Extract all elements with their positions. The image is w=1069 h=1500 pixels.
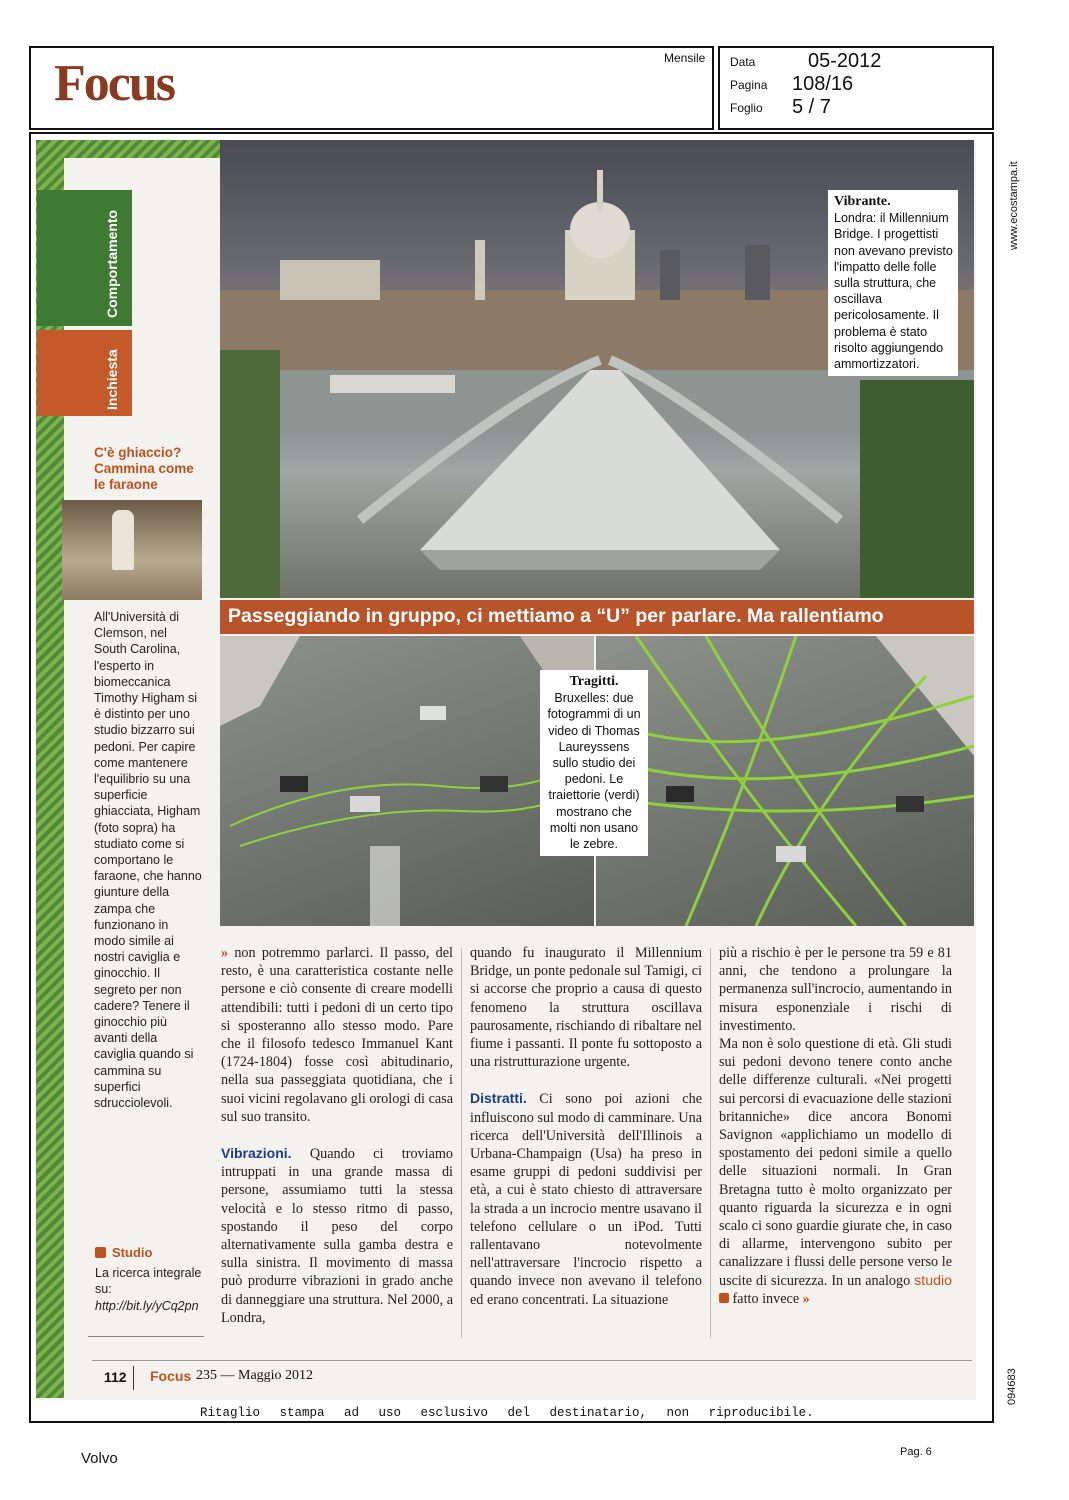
col2-paragraph-1: quando fu inaugurato il Millennium Bridge, un ponte pedonale sul Tamigi, ci si accorse che proprio a causa di questo fenomeno la struttura oscillava paurosamente, rischiando di ribaltare nel fiume i passanti. Il ponte fu sottoposto a una ristrutturazione urgente.	[470, 945, 702, 1071]
col2-paragraph-2: Ci sono poi azioni che influiscono sul modo di camminare. Una ricerca dell'Università dell'Illinois a Urbana-Champaign (Usa) ha preso in esame gruppi di pedoni suddivisi per età, a cui è stato chiesto di attraversare la strada a un incrocio mentre usavano il telefono cellulare o un iPod. Tutti rallentavano notevolmente nell'attraversare l'incrocio rispetto a quando invece non avevano il telefono ed erano concentrati. La situazione	[470, 1091, 702, 1308]
col3-paragraph-1: più a rischio è per le persone tra 59 e 81 anni, che tendono a prolungare la permanenza sull'incrocio, aumentando in misura esponenziale i rischi di investimento.	[719, 945, 952, 1034]
continue-arrow-icon: »	[221, 945, 229, 961]
studio-icon	[95, 1247, 106, 1258]
col1-paragraph-1: non potremmo parlarci. Il passo, del resto, è una caratteristica costante nelle persone e ciò consente di creare modelli attendibili: tutti i pedoni di un certo tipo si sposteranno allo stesso modo. Pare che il filosofo tedesco Immanuel Kant (1724-1804) fosse così abitudinario, nella sua passeggiata quotidiana, che i suoi vicini regolavano gli orologi di casa sul suo transito.	[221, 945, 453, 1125]
data-value: 05-2012	[808, 50, 882, 72]
clipping-notice: Ritaglio stampa ad uso esclusivo del destinatario, non riproducibile.	[200, 1406, 814, 1420]
brussels-photo-right	[596, 636, 974, 926]
foglio-label: Foglio	[730, 101, 763, 115]
article-column-1	[221, 944, 453, 1327]
caption-vibrante	[828, 190, 958, 376]
col3-tail: fatto invece	[732, 1290, 800, 1307]
column-divider-1	[461, 948, 462, 1338]
studio-link[interactable]: http://bit.ly/yCq2pn	[95, 1299, 199, 1313]
col1-paragraph-2: Quando ci troviamo intruppati in una grande massa di persone, assumiamo tutti la stessa velocità e lo stesso ritmo di passo, spostando il peso del corpo alternativamente sulla gamba destra e sulla sinistra. Il movimento di massa può produrre vibrazioni in grado anche di danneggiare una struttura. Nel 2000, a Londra,	[221, 1146, 453, 1326]
column-divider-2	[710, 948, 711, 1338]
caption-vibrante-text: Londra: il Millennium Bridge. I progettisti non avevano previsto l'impatto delle folle sulla struttura, che oscillava pericolosamente. Il problema è stato risolto aggiungendo ammortizzatori.	[834, 211, 953, 372]
brussels-right-drawing	[596, 636, 974, 926]
caption-vibrante-title: Vibrante.	[834, 194, 891, 209]
continue-next-icon: »	[802, 1290, 810, 1307]
green-top-stripe	[36, 140, 220, 158]
pagina-label: Pagina	[730, 78, 768, 92]
sidebar-rule	[88, 1336, 204, 1337]
sidebar-photo-figure	[112, 510, 134, 570]
caption-tragitti-text: Bruxelles: due fotogrammi di un video di Thomas Laureyssens sullo studio dei pedoni. Le traiettorie (verdi) mostrano che molti non usano le zebre.	[547, 691, 641, 852]
folio-page-number: 112	[104, 1369, 127, 1385]
caption-tragitti-title: Tragitti.	[569, 674, 619, 689]
data-label: Data	[730, 55, 756, 69]
brussels-left-drawing	[220, 636, 594, 926]
caption-tragitti	[540, 670, 648, 856]
side-url: www.ecostampa.it	[1008, 161, 1020, 250]
studio-label: Studio	[112, 1245, 153, 1260]
foglio-value: 5 / 7	[792, 96, 831, 118]
client-name: Volvo	[81, 1450, 118, 1467]
brussels-photo-left	[220, 636, 594, 926]
pagina-value: 108/16	[792, 73, 854, 95]
col3-studio-icon	[719, 1293, 729, 1303]
side-code: 094683	[1006, 1368, 1018, 1405]
col1-heading: Vibrazioni.	[221, 1145, 292, 1162]
studio-text: La ricerca integrale su:	[95, 1266, 202, 1297]
sidebar-box-text: All'Università di Clemson, nel South Carolina, l'esperto in biomeccanica Timothy Higham si è distinto per uno studio bizzarro sui pedoni. Per capire come mantenere l'equilibrio su una superficie ghiacciata, Higham (foto sopra) ha studiato come si comportano le faraone, che hanno giunture della zampa che funzionano in modo simile ai nostri caviglia e ginocchio. Il segreto per non cadere? Tenere il ginocchio più avanti della caviglia quando si cammina su superfici sdrucciolevoli.	[94, 610, 202, 1111]
frequency-label: Mensile	[664, 51, 706, 65]
green-edge-stripe	[36, 140, 64, 1398]
folio-divider	[133, 1366, 134, 1390]
col3-paragraph-2: Ma non è solo questione di età. Gli studi sui pedoni devono tenere conto anche delle differenze culturali. «Nei progetti sui percorsi di evacuazione delle stazioni britanniche» dice ancora Bonomi Savignon «applichiamo un modello di spostamento dei pedoni simile a quello delle situazioni normali. In Gran Bretagna tutto è molto organizzato per quanto riguarda la sicurezza e in ogni scalo ci sono guardie giurate che, in caso di allarme, intervengono subito per canalizzare i flussi delle persone verso le uscite di sicurezza. In un analogo	[719, 1036, 952, 1289]
headline-banner-text: Passeggiando in gruppo, ci mettiamo a “U” per parlare. Ma rallentiamo	[228, 605, 884, 627]
folio-issue: 235 — Maggio 2012	[196, 1368, 314, 1383]
page-indicator: Pag. 6	[900, 1446, 932, 1458]
focus-logo: Focus	[54, 55, 174, 112]
tab-inchiesta-label: Inchiesta	[104, 349, 120, 410]
tab-comportamento-label: Comportamento	[104, 209, 120, 318]
article-column-3	[719, 944, 952, 1308]
magazine-footer-rule	[92, 1360, 972, 1361]
col2-heading: Distratti.	[470, 1090, 527, 1107]
sidebar-box-title: C'è ghiaccio? Cammina come le faraone	[94, 445, 194, 492]
folio-magazine: Focus	[150, 1368, 192, 1384]
article-column-2	[470, 944, 702, 1309]
col3-studio-link[interactable]: studio	[914, 1272, 953, 1289]
